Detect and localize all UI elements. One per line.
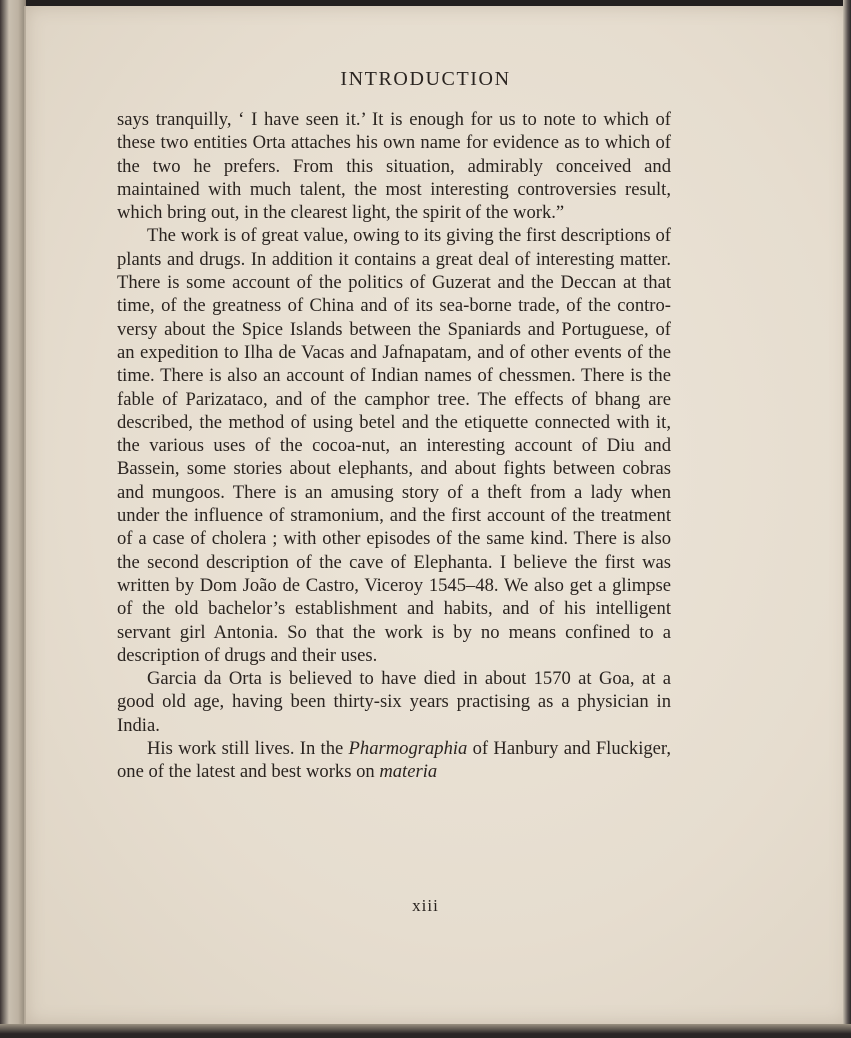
paragraph (117, 224, 671, 667)
text-run: of Hanbury and Fluckiger, one of the latest and best works on (117, 738, 672, 783)
body-text (117, 108, 671, 784)
running-head: INTRODUCTION (340, 68, 511, 90)
page-number: xiii (412, 896, 439, 915)
page-bottom-edge (0, 1024, 851, 1038)
text-run: The work is of great value, owing to its giving the first descriptions of plants and drugs. In addition it contains a great deal of interesting matter. There is some account of the politics of Guzerat and the Deccan at that time, of the greatness of China and of its sea-borne trade, of the controversy about the Spice Islands between the Spaniards and Portuguese, of an expedition to Ilha de Vacas and Jafnapatam, and of other events of the time. There is also an account of Indian names of chessmen. There is the fable of Parizataco, and of the camphor tree. The effects of bhang are described, the method of using betel and the etiquette connected with it, the various uses of the cocoa-nut, an interesting account of Diu and Bassein, some stories about elephants, and about fights between cobras and mungoos. There is an amusing story of a theft from a lady when under the influence of stramonium, and the first account of the treatment of a case of cholera ; with other episodes of the same kind. There is also the second description of the cave of Elephanta. I believe the first was written by Dom João de Castro, Viceroy 1545–48. We also get a glimpse of the old bachelor’s establishment and habits, and of his intelligent servant girl Antonia. So that the work is by no means confined to a description of drugs and their uses. (117, 225, 671, 666)
text-run: says tranquilly, ‘ I have seen it.’ It is enough for us to note to which of these two entities Orta attaches his own name for evidence as to which of the two he prefers. From this situation, admirably conceived and maintained with much talent, the most interesting controversies result, which bring out, in the clearest light, the spirit of the work.” (117, 109, 671, 224)
italic-title: materia (379, 761, 438, 783)
paragraph (117, 667, 671, 737)
paragraph (117, 737, 671, 784)
italic-title: Pharmographia (348, 738, 468, 760)
paragraph (117, 108, 671, 224)
page-right-edge (843, 0, 851, 1038)
text-run: His work still lives. In the (147, 738, 349, 760)
binding-edge (0, 0, 26, 1038)
text-run: Garcia da Orta is believed to have died in about 1570 at Goa, at a good old age, having been thirty-six years practising as a physician in India. (117, 668, 671, 736)
